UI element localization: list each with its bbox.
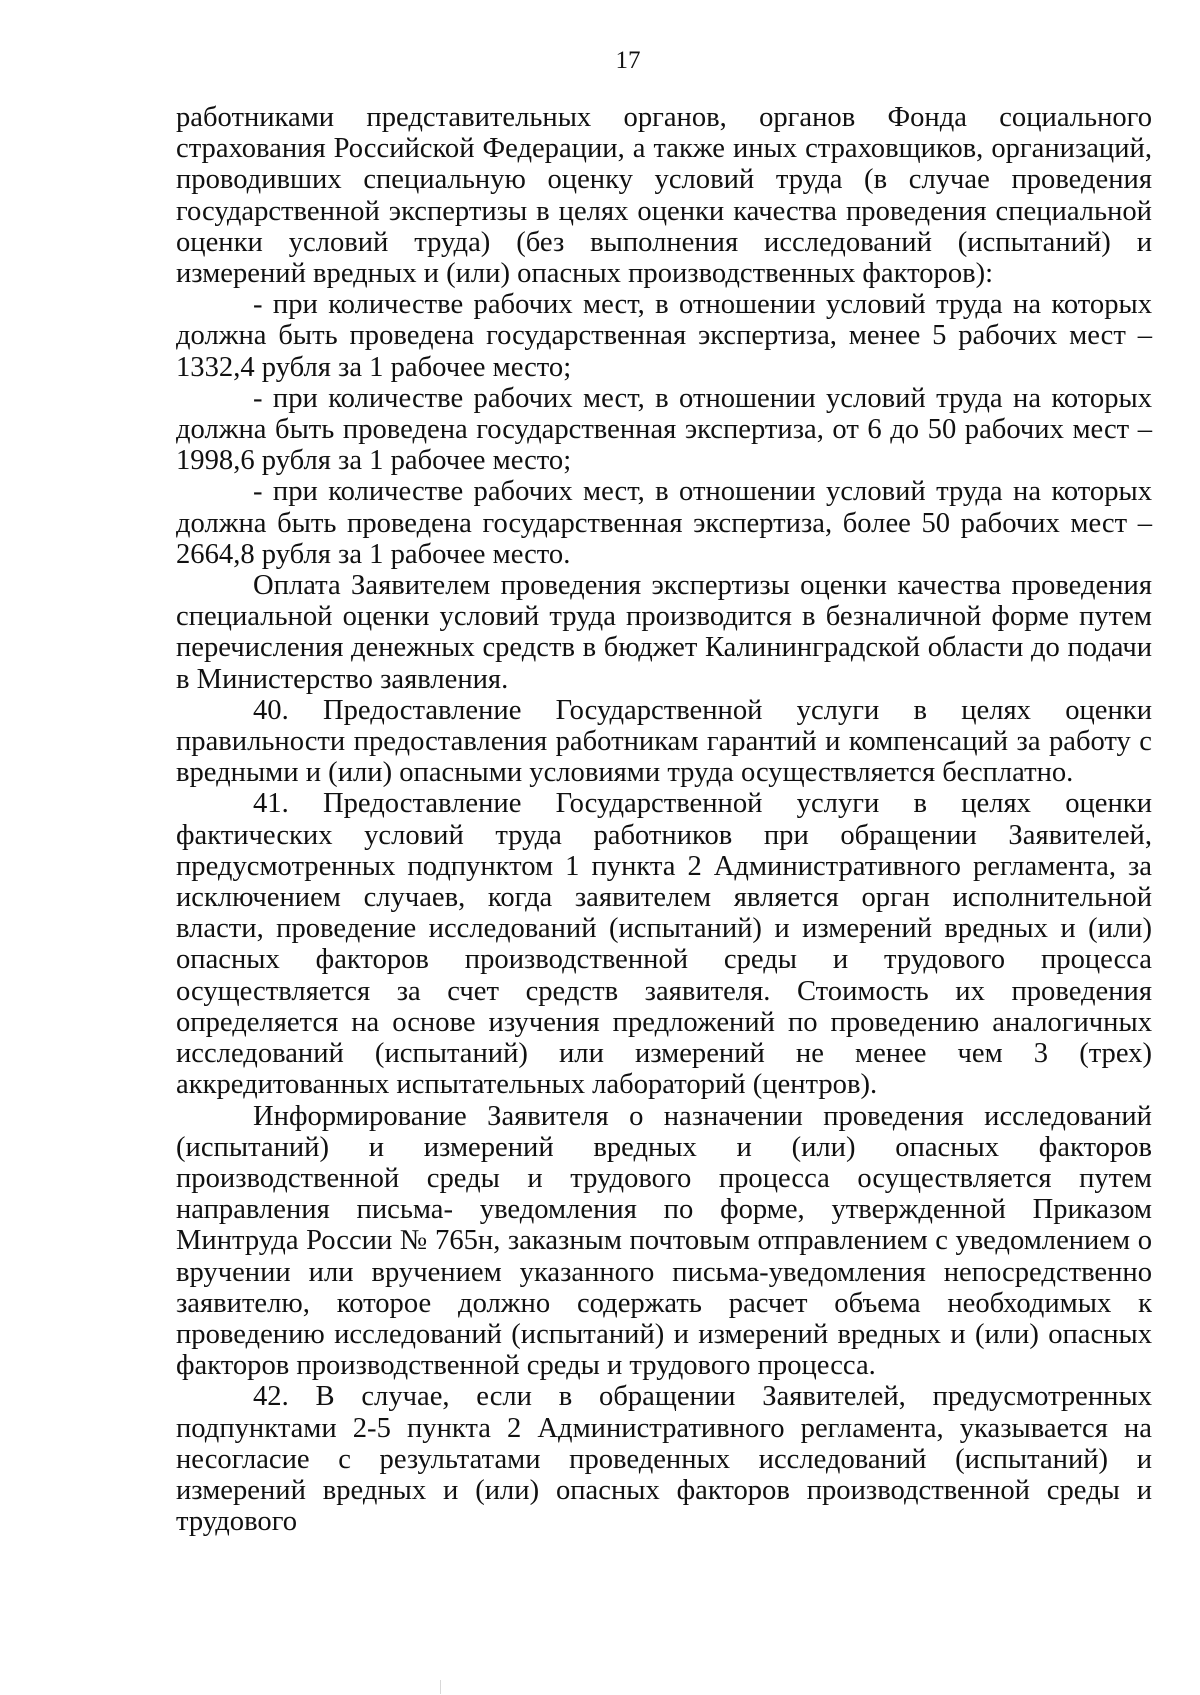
paragraph-42: 42. В случае, если в обращении Заявителей, предусмотренных подпунктами 2-5 пункта 2 Административного регламента, указывается на несогласие с результатами проведенных исследований (испытаний) и измерений вредных и (или) опасных факторов производственной среды и трудового: [176, 1381, 1152, 1538]
paragraph-payment: Оплата Заявителем проведения экспертизы оценки качества проведения специальной оценки условий труда производится в безналичной форме путем перечисления денежных средств в бюджет Калининградской области до подачи в Министерство заявления.: [176, 570, 1152, 695]
page-number: 17: [615, 47, 641, 74]
list-item-fewer-than-5: - при количестве рабочих мест, в отношении условий труда на которых должна быть проведена государственная экспертиза, менее 5 рабочих мест – 1332,4 рубля за 1 рабочее место;: [176, 289, 1152, 383]
list-item-more-than-50: - при количестве рабочих мест, в отношении условий труда на которых должна быть проведена государственная экспертиза, более 50 рабочих мест – 2664,8 рубля за 1 рабочее место.: [176, 476, 1152, 570]
body-text: [176, 102, 1152, 1537]
paragraph-41: 41. Предоставление Государственной услуги в целях оценки фактических условий труда работников при обращении Заявителей, предусмотренных подпунктом 1 пункта 2 Административного регламента, за исключением случаев, когда заявителем является орган исполнительной власти, проведение исследований (испытаний) и измерений вредных и (или) опасных факторов производственной среды и трудового процесса осуществляется за счет средств заявителя. Стоимость их проведения определяется на основе изучения предложений по проведению аналогичных исследований (испытаний) или измерений не менее чем 3 (трех) аккредитованных испытательных лабораторий (центров).: [176, 788, 1152, 1101]
paragraph-40: 40. Предоставление Государственной услуги в целях оценки правильности предоставления работникам гарантий и компенсаций за работу с вредными и (или) опасными условиями труда осуществляется бесплатно.: [176, 694, 1152, 789]
list-item-6-to-50: - при количестве рабочих мест, в отношении условий труда на которых должна быть проведена государственная экспертиза, от 6 до 50 рабочих мест – 1998,6 рубля за 1 рабочее место;: [176, 382, 1152, 477]
paragraph-informing: Информирование Заявителя о назначении проведения исследований (испытаний) и измерений вредных и (или) опасных факторов производственной среды и трудового процесса осуществляется путем направления письма- уведомления по форме, утвержденной Приказом Минтруда России № 765н, заказным почтовым отправлением с уведомлением о вручении или вручением указанного письма-уведомления непосредственно заявителю, которое должно содержать расчет объема необходимых к проведению исследований (испытаний) и измерений вредных и (или) опасных факторов производственной среды и трудового процесса.: [176, 1100, 1152, 1382]
paragraph-continuation: работниками представительных органов, органов Фонда социального страхования Российской Федерации, а также иных страховщиков, организаций, проводивших специальную оценку условий труда (в случае проведения государственной экспертизы в целях оценки качества проведения специальной оценки условий труда) (без выполнения исследований (испытаний) и измерений вредных и (или) опасных производственных факторов):: [176, 102, 1152, 290]
scan-artifact: [440, 1680, 441, 1694]
